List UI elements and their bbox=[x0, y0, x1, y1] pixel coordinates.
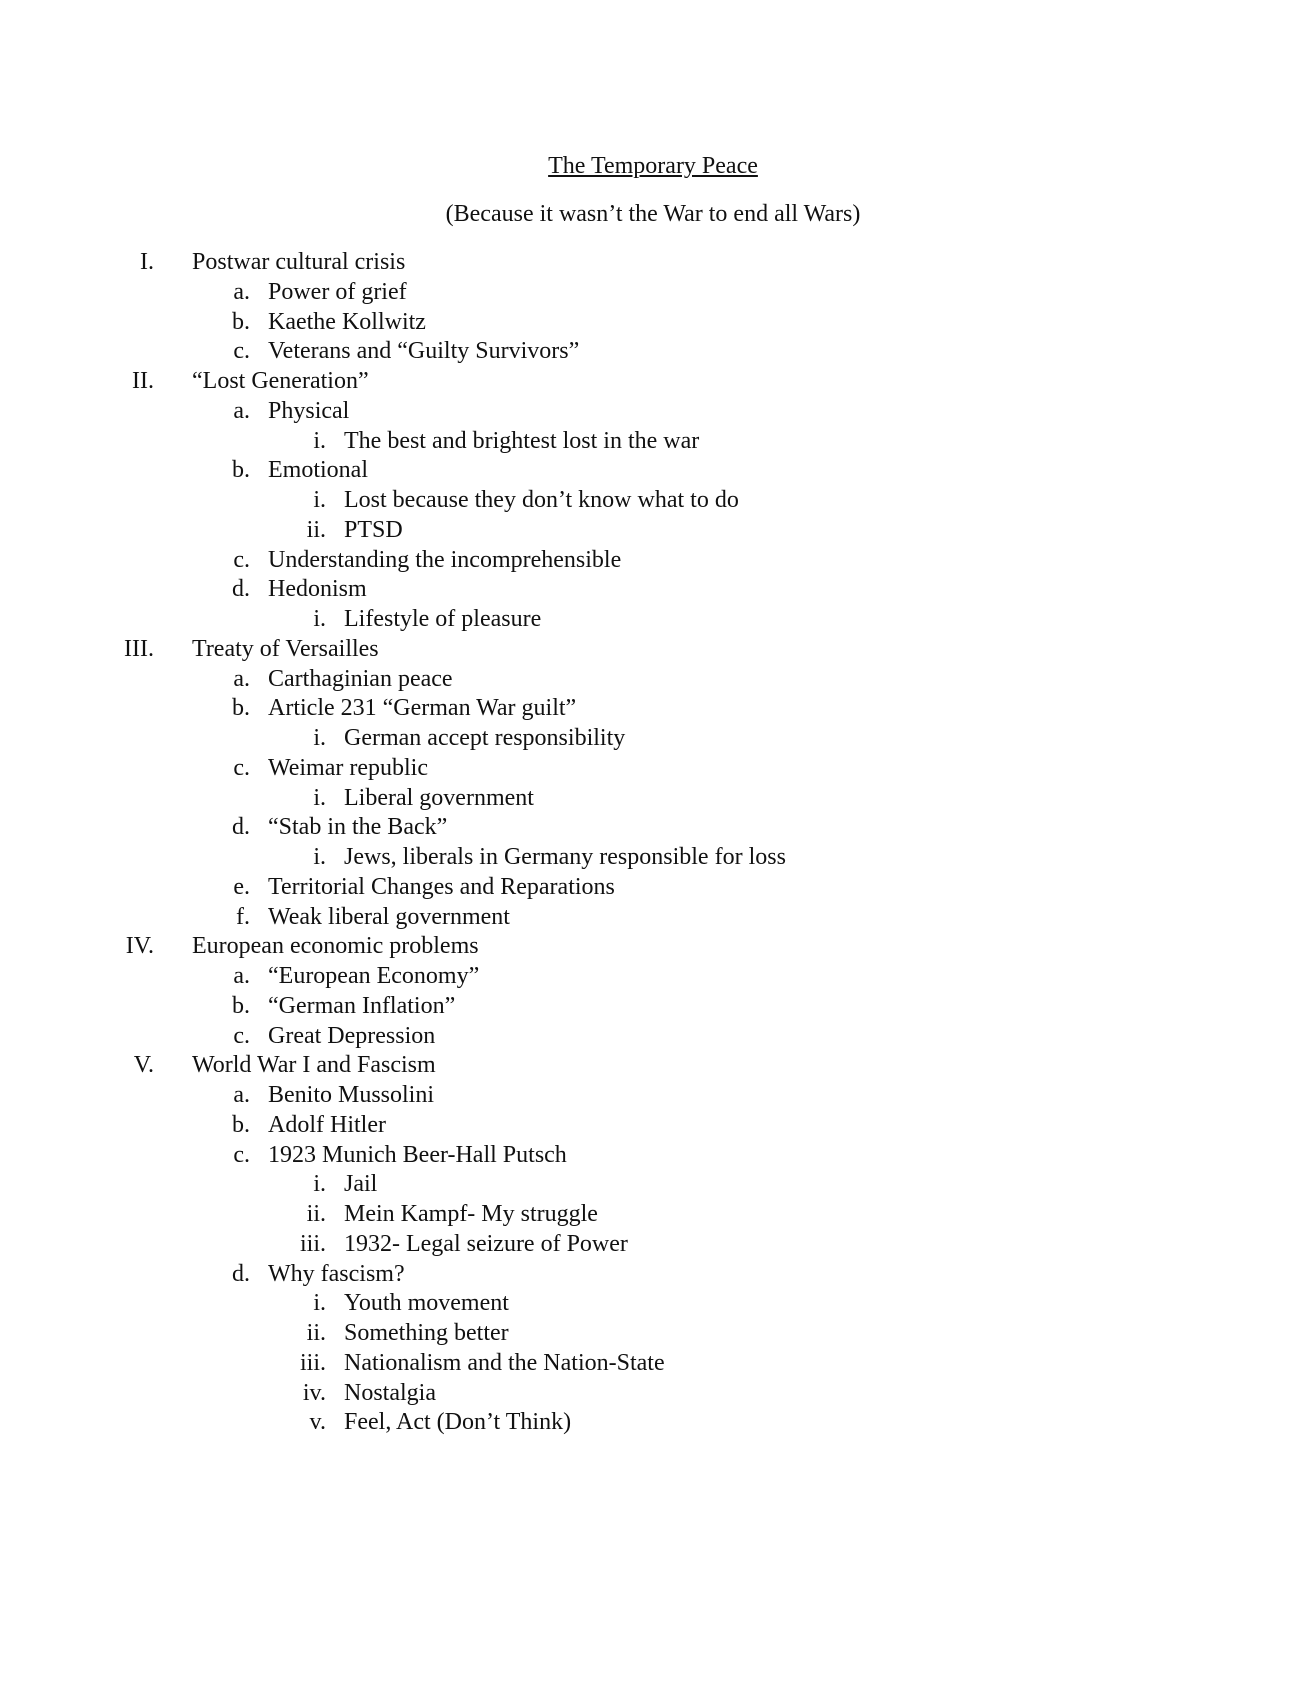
outline-item-marker: a. bbox=[233, 398, 250, 424]
outline-item-marker: b. bbox=[232, 1112, 250, 1138]
outline-item-marker: III. bbox=[124, 636, 154, 662]
outline-item-marker: b. bbox=[232, 457, 250, 483]
outline-item-level-2 bbox=[0, 1139, 1306, 1171]
outline-item-level-2 bbox=[0, 752, 1306, 784]
outline-item-level-2 bbox=[0, 454, 1306, 486]
outline-item-level-3 bbox=[0, 841, 1306, 873]
outline-item-marker: b. bbox=[232, 695, 250, 721]
outline-item-marker: d. bbox=[232, 1261, 250, 1287]
outline-item-marker: b. bbox=[232, 993, 250, 1019]
outline-item-text: Weak liberal government bbox=[268, 904, 510, 930]
outline-item-marker: ii. bbox=[306, 1320, 326, 1346]
outline-item-marker: f. bbox=[236, 904, 250, 930]
outline-item-text: Hedonism bbox=[268, 576, 367, 602]
outline-item-marker: I. bbox=[140, 249, 154, 275]
outline-item-text: Weimar republic bbox=[268, 755, 428, 781]
outline-item-text: Jews, liberals in Germany responsible for loss bbox=[344, 844, 786, 870]
outline-item-level-2 bbox=[0, 1109, 1306, 1141]
outline-item-level-3 bbox=[0, 1347, 1306, 1379]
outline-item-level-2 bbox=[0, 306, 1306, 338]
outline-item-text: Liberal government bbox=[344, 785, 534, 811]
outline-item-level-3 bbox=[0, 1406, 1306, 1438]
outline-item-text: Feel, Act (Don’t Think) bbox=[344, 1409, 572, 1435]
outline-item-level-2 bbox=[0, 1258, 1306, 1290]
outline-item-marker: c. bbox=[233, 1142, 250, 1168]
outline-item-text: Physical bbox=[268, 398, 350, 424]
outline-item-level-2 bbox=[0, 1079, 1306, 1111]
outline-item-marker: d. bbox=[232, 576, 250, 602]
outline-item-text: Something better bbox=[344, 1320, 509, 1346]
outline-item-text: Lost because they don’t know what to do bbox=[344, 487, 739, 513]
outline-item-marker: iii. bbox=[299, 1350, 326, 1376]
outline-item-text: Mein Kampf- My struggle bbox=[344, 1201, 598, 1227]
outline-item-text: 1932- Legal seizure of Power bbox=[344, 1231, 628, 1257]
outline-item-marker: a. bbox=[233, 963, 250, 989]
outline-item-level-2 bbox=[0, 1020, 1306, 1052]
outline-item-text: 1923 Munich Beer-Hall Putsch bbox=[268, 1142, 567, 1168]
outline-item-text: Benito Mussolini bbox=[268, 1082, 435, 1108]
outline-item-text: Why fascism? bbox=[268, 1261, 405, 1287]
outline-item-marker: c. bbox=[233, 755, 250, 781]
outline-item-text: Nostalgia bbox=[344, 1380, 436, 1406]
outline-item-marker: i. bbox=[313, 487, 326, 513]
outline-item-marker: i. bbox=[313, 844, 326, 870]
outline-item-level-2 bbox=[0, 901, 1306, 933]
outline-item-level-2 bbox=[0, 663, 1306, 695]
outline-item-marker: a. bbox=[233, 1082, 250, 1108]
outline-item-level-3 bbox=[0, 484, 1306, 516]
outline-item-marker: i. bbox=[313, 1171, 326, 1197]
outline-item-text: The best and brightest lost in the war bbox=[344, 428, 700, 454]
outline-item-marker: ii. bbox=[306, 1201, 326, 1227]
outline-item-level-2 bbox=[0, 990, 1306, 1022]
outline-item-text: Youth movement bbox=[344, 1290, 509, 1316]
outline-item-marker: ii. bbox=[306, 517, 326, 543]
outline-item-level-2 bbox=[0, 960, 1306, 992]
outline-item-level-3 bbox=[0, 1228, 1306, 1260]
outline-item-level-2 bbox=[0, 871, 1306, 903]
outline-item-level-3 bbox=[0, 782, 1306, 814]
outline-item-level-3 bbox=[0, 603, 1306, 635]
outline-item-marker: i. bbox=[313, 606, 326, 632]
outline-item-level-1 bbox=[0, 1049, 1306, 1081]
outline-item-text: Jail bbox=[344, 1171, 378, 1197]
outline-item-text: World War I and Fascism bbox=[192, 1052, 436, 1078]
outline-item-level-3 bbox=[0, 1377, 1306, 1409]
outline-item-text: Nationalism and the Nation-State bbox=[344, 1350, 665, 1376]
outline-item-text: Great Depression bbox=[268, 1023, 436, 1049]
outline-item-marker: i. bbox=[313, 785, 326, 811]
outline-item-level-3 bbox=[0, 514, 1306, 546]
outline-item-text: Kaethe Kollwitz bbox=[268, 309, 426, 335]
outline-item-marker: iv. bbox=[302, 1380, 326, 1406]
page-title-text: The Temporary Peace bbox=[548, 153, 758, 179]
outline-item-level-1 bbox=[0, 930, 1306, 962]
outline-item-marker: d. bbox=[232, 814, 250, 840]
outline-item-level-2 bbox=[0, 692, 1306, 724]
outline-item-level-2 bbox=[0, 544, 1306, 576]
outline-item-text: Adolf Hitler bbox=[268, 1112, 386, 1138]
outline-item-level-2 bbox=[0, 335, 1306, 367]
outline-item-text: Carthaginian peace bbox=[268, 666, 453, 692]
outline-item-level-2 bbox=[0, 276, 1306, 308]
page-subtitle: (Because it wasn’t the War to end all Wars) bbox=[445, 201, 861, 227]
outline-item-marker: e. bbox=[233, 874, 250, 900]
outline-item-text: PTSD bbox=[344, 517, 403, 543]
outline-item-marker: i. bbox=[313, 725, 326, 751]
outline-item-marker: v. bbox=[309, 1409, 326, 1435]
outline-item-marker: a. bbox=[233, 666, 250, 692]
outline-item-level-3 bbox=[0, 722, 1306, 754]
outline-item-text: Postwar cultural crisis bbox=[192, 249, 406, 275]
outline-item-text: “Lost Generation” bbox=[192, 368, 369, 394]
outline-item-level-2 bbox=[0, 811, 1306, 843]
outline-item-marker: II. bbox=[132, 368, 154, 394]
outline-item-level-2 bbox=[0, 573, 1306, 605]
outline-item-level-1 bbox=[0, 246, 1306, 278]
outline-item-text: Treaty of Versailles bbox=[192, 636, 379, 662]
outline-item-text: Power of grief bbox=[268, 279, 407, 305]
outline-item-text: Understanding the incomprehensible bbox=[268, 547, 622, 573]
outline-item-text: Territorial Changes and Reparations bbox=[268, 874, 615, 900]
outline-item-marker: c. bbox=[233, 338, 250, 364]
outline-item-marker: a. bbox=[233, 279, 250, 305]
outline-item-marker: c. bbox=[233, 1023, 250, 1049]
outline-item-level-3 bbox=[0, 1317, 1306, 1349]
outline-item-text: “German Inflation” bbox=[268, 993, 456, 1019]
outline-item-marker: iii. bbox=[299, 1231, 326, 1257]
outline-item-marker: i. bbox=[313, 1290, 326, 1316]
outline-item-marker: IV. bbox=[125, 933, 154, 959]
outline-item-level-2 bbox=[0, 395, 1306, 427]
outline-item-text: Emotional bbox=[268, 457, 368, 483]
outline-item-text: “European Economy” bbox=[268, 963, 480, 989]
outline-item-marker: b. bbox=[232, 309, 250, 335]
outline-item-level-3 bbox=[0, 1168, 1306, 1200]
outline-item-level-1 bbox=[0, 633, 1306, 665]
outline-item-text: Lifestyle of pleasure bbox=[344, 606, 542, 632]
outline-item-text: German accept responsibility bbox=[344, 725, 626, 751]
outline-item-level-3 bbox=[0, 1287, 1306, 1319]
outline-item-level-3 bbox=[0, 1198, 1306, 1230]
outline-item-marker: c. bbox=[233, 547, 250, 573]
outline-item-marker: V. bbox=[133, 1052, 154, 1078]
outline-item-level-1 bbox=[0, 365, 1306, 397]
outline-item-marker: i. bbox=[313, 428, 326, 454]
outline-item-text: European economic problems bbox=[192, 933, 479, 959]
outline-item-text: Veterans and “Guilty Survivors” bbox=[268, 338, 580, 364]
outline-item-text: Article 231 “German War guilt” bbox=[268, 695, 577, 721]
outline-item-text: “Stab in the Back” bbox=[268, 814, 448, 840]
outline-item-level-3 bbox=[0, 425, 1306, 457]
